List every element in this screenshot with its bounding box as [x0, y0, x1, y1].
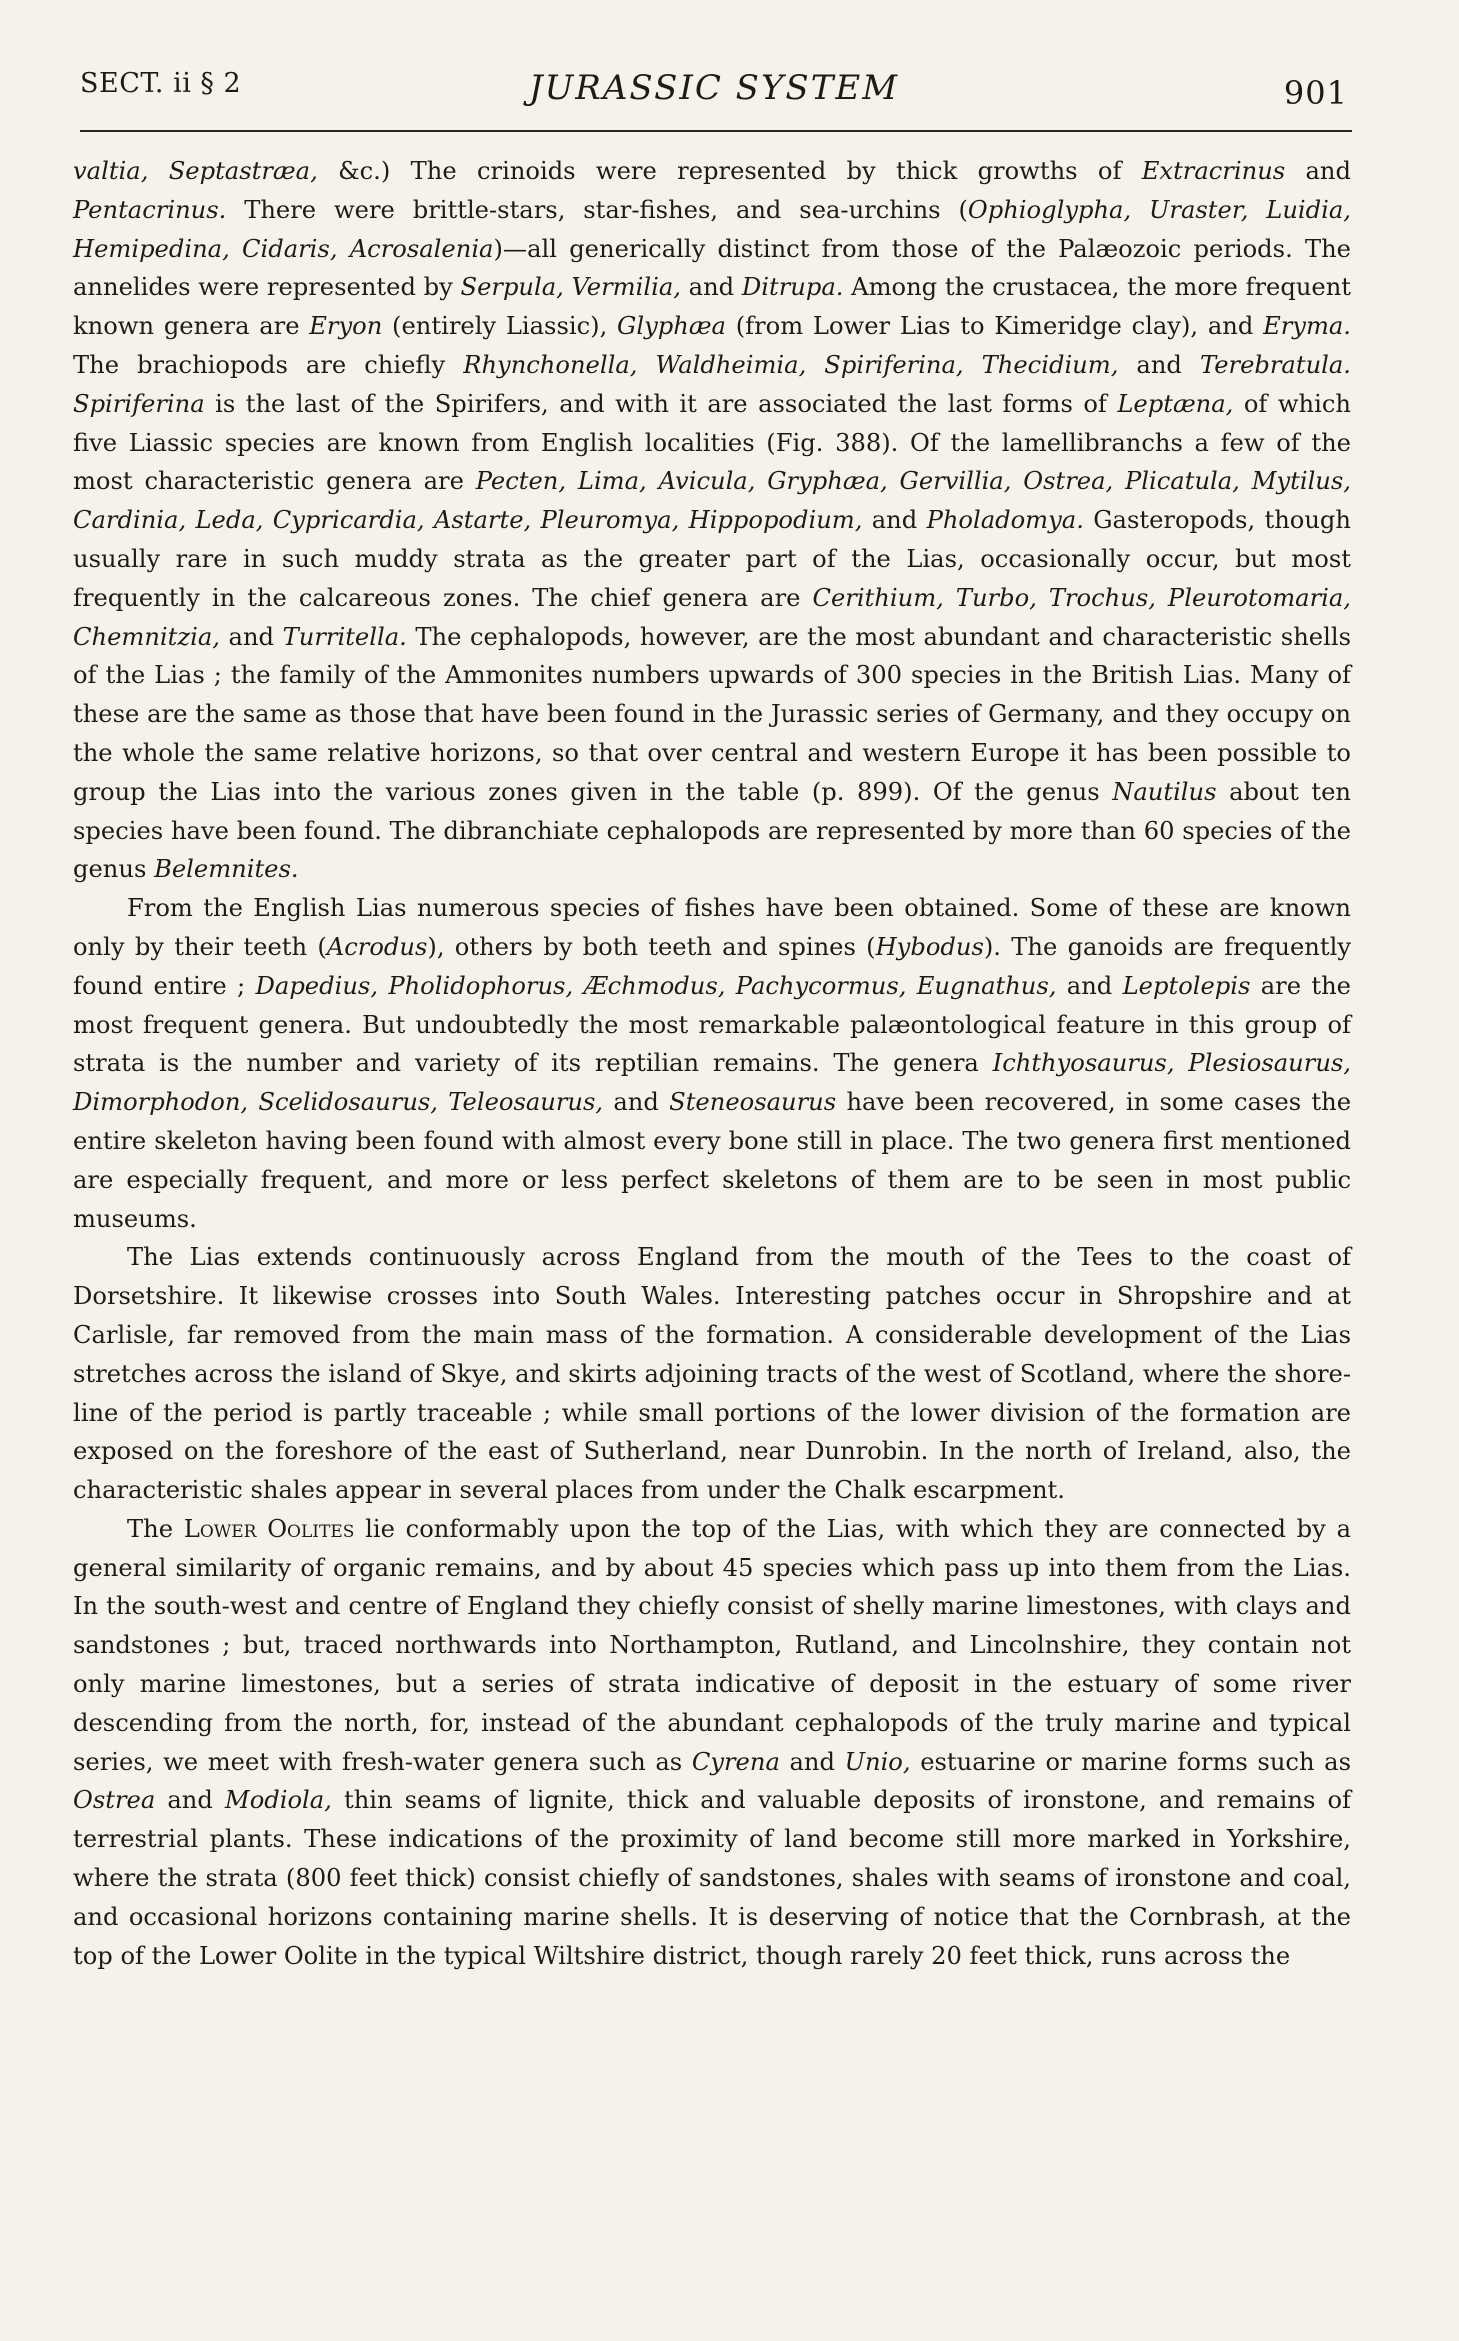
paragraph — [73, 1510, 1351, 1976]
text-run: and — [862, 506, 927, 535]
text-run: and — [1056, 971, 1123, 1000]
text-run: and — [779, 1747, 845, 1776]
italic-text: Glyphæa — [617, 312, 726, 341]
text-run: and — [680, 273, 742, 302]
text-run: and — [603, 1088, 670, 1117]
italic-text: Ophioglypha, Uraster, Luidia, Hemipedina, Cidaris, Acrosalenia — [73, 195, 1351, 263]
italic-text: Leptolepis — [1122, 971, 1251, 1000]
body-text — [73, 152, 1351, 1975]
text-run: &c.) The crinoids were represented by thick growths of — [338, 157, 1142, 185]
text-run: are the most frequent genera. But undoubtedly the most remarkable palæontological feature in this group of strata is the number and variety of its reptilian remains. The genera — [73, 971, 1351, 1078]
italic-text: Hybodus — [875, 932, 984, 961]
text-run: (entirely Liassic), — [382, 312, 618, 341]
italic-text: Pholadomya. — [926, 506, 1084, 535]
text-run: have been recovered, in some cases the entire skeleton having been found with almost every bone still in place. The two genera first mentioned are especially frequent, and more or less perfect skeletons of them are to be seen in most public museums. — [73, 1088, 1352, 1233]
italic-text: Serpula, Vermilia, — [460, 273, 681, 302]
italic-text: Nautilus — [1112, 777, 1217, 806]
italic-text: valtia, Septastræa, — [73, 157, 339, 185]
text-run: is the last of the Spirifers, and with it are associated the last forms of — [204, 389, 1118, 418]
text-run: Among the crustacea, the more frequent known genera are — [73, 273, 1352, 341]
italic-text: Acrodus — [326, 932, 428, 961]
page-header — [80, 68, 1348, 128]
section-reference: SECT. ii § 2 — [80, 68, 242, 99]
small-caps-text: Lower Oolites — [183, 1514, 355, 1543]
text-run: (from Lower Lias to Kimeridge clay), and — [725, 312, 1264, 341]
italic-text: Eryon — [309, 312, 383, 341]
italic-text: Cerithium, Turbo, Trochus, Pleurotomaria, Chemnitzia, — [73, 583, 1351, 651]
text-run: The — [127, 1514, 184, 1543]
italic-text: Eryma. — [1263, 312, 1351, 341]
paragraph — [73, 152, 1351, 889]
running-title: JURASSIC SYSTEM — [528, 68, 900, 108]
italic-text: Turritella. — [282, 622, 407, 651]
text-run: There were brittle-stars, star-fishes, and sea-urchins ( — [226, 195, 968, 224]
header-rule — [80, 130, 1352, 132]
italic-text: Ichthyosaurus, Plesiosaurus, Dimorphodon, Scelidosaurus, Teleosaurus, — [73, 1049, 1351, 1117]
page-number: 901 — [1283, 74, 1348, 112]
text-run: The brachiopods are chiefly — [73, 350, 464, 379]
italic-text: Ostrea — [73, 1786, 156, 1815]
italic-text: Dapedius, Pholidophorus, Æchmodus, Pachycormus, Eugnathus, — [255, 971, 1057, 1000]
text-run: and — [155, 1786, 225, 1815]
text-run: and — [1118, 350, 1200, 379]
paragraph — [73, 889, 1351, 1238]
text-run: and — [1285, 157, 1351, 185]
italic-text: Steneosaurus — [669, 1088, 837, 1117]
text-run: of which five Liassic species are known from English localities (Fig. 388). Of the lamellibranchs a few of the most characteristic genera are — [73, 389, 1351, 496]
text-run: The Lias extends continuously across England from the mouth of the Tees to the coast of Dorsetshire. It likewise crosses into South Wales. Interesting patches occur in Shropshire and at Carlisle, far removed from the main mass of the formation. A considerable development of the Lias stretches across the island of Skye, and skirts adjoining tracts of the west of Scotland, where the shore-line of the period is partly traceable ; while small portions of the lower division of the formation are exposed on the foreshore of the east of Sutherland, near Dunrobin. In the north of Ireland, also, the characteristic shales appear in several places from under the Chalk escarpment. — [73, 1243, 1351, 1505]
italic-text: Terebratula. Spiriferina — [73, 350, 1351, 418]
italic-text: Modiola, — [224, 1786, 332, 1815]
text-run: ), others by both teeth and spines ( — [427, 932, 876, 961]
text-run: Gasteropods, though usually rare in such muddy strata as the greater part of the Lias, occasionally occur, but most frequently in the calcareous zones. The chief genera are — [73, 506, 1351, 612]
italic-text: Cyrena — [691, 1747, 780, 1776]
italic-text: Unio, — [844, 1747, 911, 1776]
text-run: ). The ganoids are frequently found entire ; — [73, 932, 1351, 1000]
text-run: thin seams of lignite, thick and valuable deposits of ironstone, and remains of terrestrial plants. These indications of the proximity of land become still more marked in Yorkshire, where the strata (800 feet thick) consist chiefly of sandstones, shales with seams of ironstone and coal, and occasional horizons containing marine shells. It is deserving of notice that the Cornbrash, at the top of the Lower Oolite in the typical Wiltshire district, though rarely 20 feet thick, runs across the — [73, 1786, 1352, 1970]
italic-text: Pentacrinus. — [73, 195, 227, 224]
text-run: about ten species have been found. The dibranchiate cephalopods are represented by more than 60 species of the genus — [73, 777, 1351, 884]
italic-text: Rhynchonella, Waldheimia, Spiriferina, Thecidium, — [463, 350, 1119, 379]
paragraph — [73, 1238, 1351, 1510]
italic-text: Extracrinus — [1141, 157, 1286, 185]
text-run: estuarine or marine forms such as — [910, 1747, 1351, 1776]
italic-text: Ditrupa. — [741, 273, 844, 302]
text-run: )—all generically distinct from those of the Palæozoic periods. The annelides were represented by — [73, 234, 1351, 302]
text-run: The cephalopods, however, are the most abundant and characteristic shells of the Lias ; the family of the Ammonites numbers upwards of 300 species in the British Lias. Many of these are the same as those that have been found in the Jurassic series of Germany, and they occupy on the whole the same relative horizons, so that over central and western Europe it has been possible to group the Lias into the various zones given in the table (p. 899). Of the genus — [73, 622, 1351, 806]
italic-text: Leptæna, — [1117, 389, 1234, 418]
text-run: From the English Lias numerous species of fishes have been obtained. Some of these are known only by their teeth ( — [73, 894, 1351, 961]
text-run: and — [219, 622, 283, 651]
italic-text: Pecten, Lima, Avicula, Gryphæa, Gervillia, Ostrea, Plicatula, Mytilus, Cardinia, Leda, Cypricardia, Astarte, Pleuromya, Hippopodium, — [73, 467, 1351, 535]
italic-text: Belemnites. — [154, 855, 299, 884]
text-run: lie conformably upon the top of the Lias, with which they are connected by a general similarity of organic remains, and by about 45 species which pass up into them from the Lias. In the south-west and centre of England they chiefly consist of shelly marine limestones, with clays and sandstones ; but, traced northwards into Northampton, Rutland, and Lincolnshire, they contain not only marine limestones, but a series of strata indicative of deposit in the estuary of some river descending from the north, for, instead of the abundant cephalopods of the truly marine and typical series, we meet with fresh-water genera such as — [73, 1514, 1351, 1776]
